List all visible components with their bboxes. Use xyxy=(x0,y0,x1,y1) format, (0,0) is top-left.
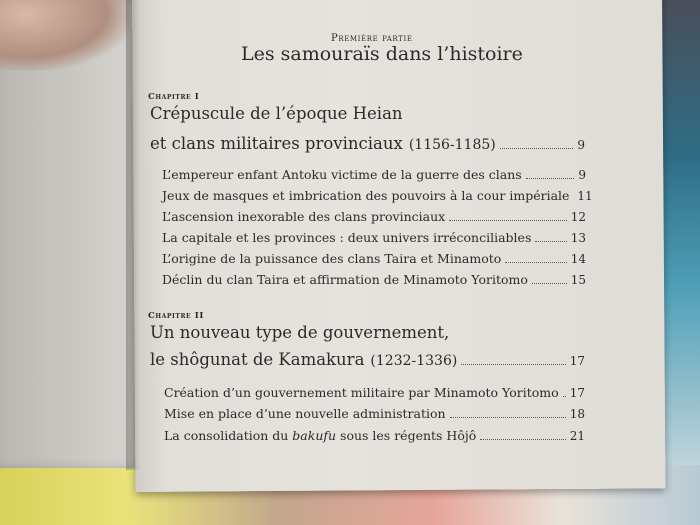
toc-entry-page: 18 xyxy=(569,407,585,421)
toc-entry-page: 17 xyxy=(569,386,585,400)
dot-leader xyxy=(480,439,565,440)
chapter-1-title-line1: Crépuscule de l’époque Heian xyxy=(150,104,403,123)
toc-entry xyxy=(162,272,586,287)
chapter-2-years: (1232-1336) xyxy=(370,353,458,369)
dot-leader xyxy=(526,178,575,179)
dot-leader xyxy=(563,396,566,397)
chapter-2-page: 17 xyxy=(569,354,585,368)
dot-leader xyxy=(449,220,567,221)
toc-entry xyxy=(162,188,593,203)
thumb xyxy=(0,0,130,70)
toc-entry-title-italic: bakufu xyxy=(292,428,337,443)
toc-entry-page: 14 xyxy=(570,252,586,266)
toc-entry-title: La capitale et les provinces : deux univers irréconciliables xyxy=(162,230,532,245)
toc-entry-title-start: La consolidation du xyxy=(164,428,293,443)
toc-entry xyxy=(164,385,585,400)
chapter-2-heading-row xyxy=(150,350,585,369)
part-label: Première partie xyxy=(331,33,413,44)
toc-entry xyxy=(164,406,585,421)
toc-entry-page: 15 xyxy=(570,273,586,287)
chapter-1-label: Chapitre I xyxy=(148,92,200,102)
toc-entry xyxy=(162,167,586,182)
toc-entry-title: L’origine de la puissance des clans Taira et Minamoto xyxy=(162,251,502,266)
chapter-2-label: Chapitre II xyxy=(148,311,204,321)
toc-entry-title: L’empereur enfant Antoku victime de la guerre des clans xyxy=(162,167,522,182)
toc-entry xyxy=(162,230,586,245)
book-gutter xyxy=(126,0,140,470)
toc-entry-page: 12 xyxy=(570,210,586,224)
part-title: Les samouraïs dans l’histoire xyxy=(241,43,523,65)
toc-entry-title: Déclin du clan Taira et affirmation de Minamoto Yoritomo xyxy=(162,272,528,287)
toc-entry xyxy=(162,209,586,224)
dot-leader xyxy=(532,283,567,284)
chapter-1-title-line2: et clans militaires provinciaux xyxy=(150,134,403,153)
toc-entry-title: Création d’un gouvernement militaire par Minamoto Yoritomo xyxy=(164,385,559,400)
toc-entry-title: L’ascension inexorable des clans provinciaux xyxy=(162,209,446,224)
chapter-1-years: (1156-1185) xyxy=(408,137,496,153)
toc-entry xyxy=(164,428,585,443)
dot-leader xyxy=(461,364,565,365)
chapter-1-page: 9 xyxy=(577,138,585,152)
dot-leader xyxy=(500,148,574,149)
chapter-2-title-line1: Un nouveau type de gouvernement, xyxy=(150,323,450,342)
left-page xyxy=(0,0,140,468)
toc-entry xyxy=(162,251,586,266)
toc-entry-title-end: sous les régents Hôjô xyxy=(336,428,477,443)
toc-entry-title: Jeux de masques et imbrication des pouvoirs à la cour impériale xyxy=(162,188,570,203)
chapter-2-title-line2: le shôgunat de Kamakura xyxy=(150,350,365,369)
chapter-1-heading-row xyxy=(150,134,585,153)
toc-entry-page: 13 xyxy=(570,231,586,245)
dot-leader xyxy=(505,262,566,263)
toc-entry-page: 21 xyxy=(569,429,585,443)
dot-leader xyxy=(535,241,566,242)
dot-leader xyxy=(450,417,566,418)
toc-entry-title: Mise en place d’une nouvelle administration xyxy=(164,406,446,421)
toc-entry-page: 11 xyxy=(577,189,593,203)
toc-entry-title xyxy=(164,428,476,443)
toc-entry-page: 9 xyxy=(578,168,586,182)
